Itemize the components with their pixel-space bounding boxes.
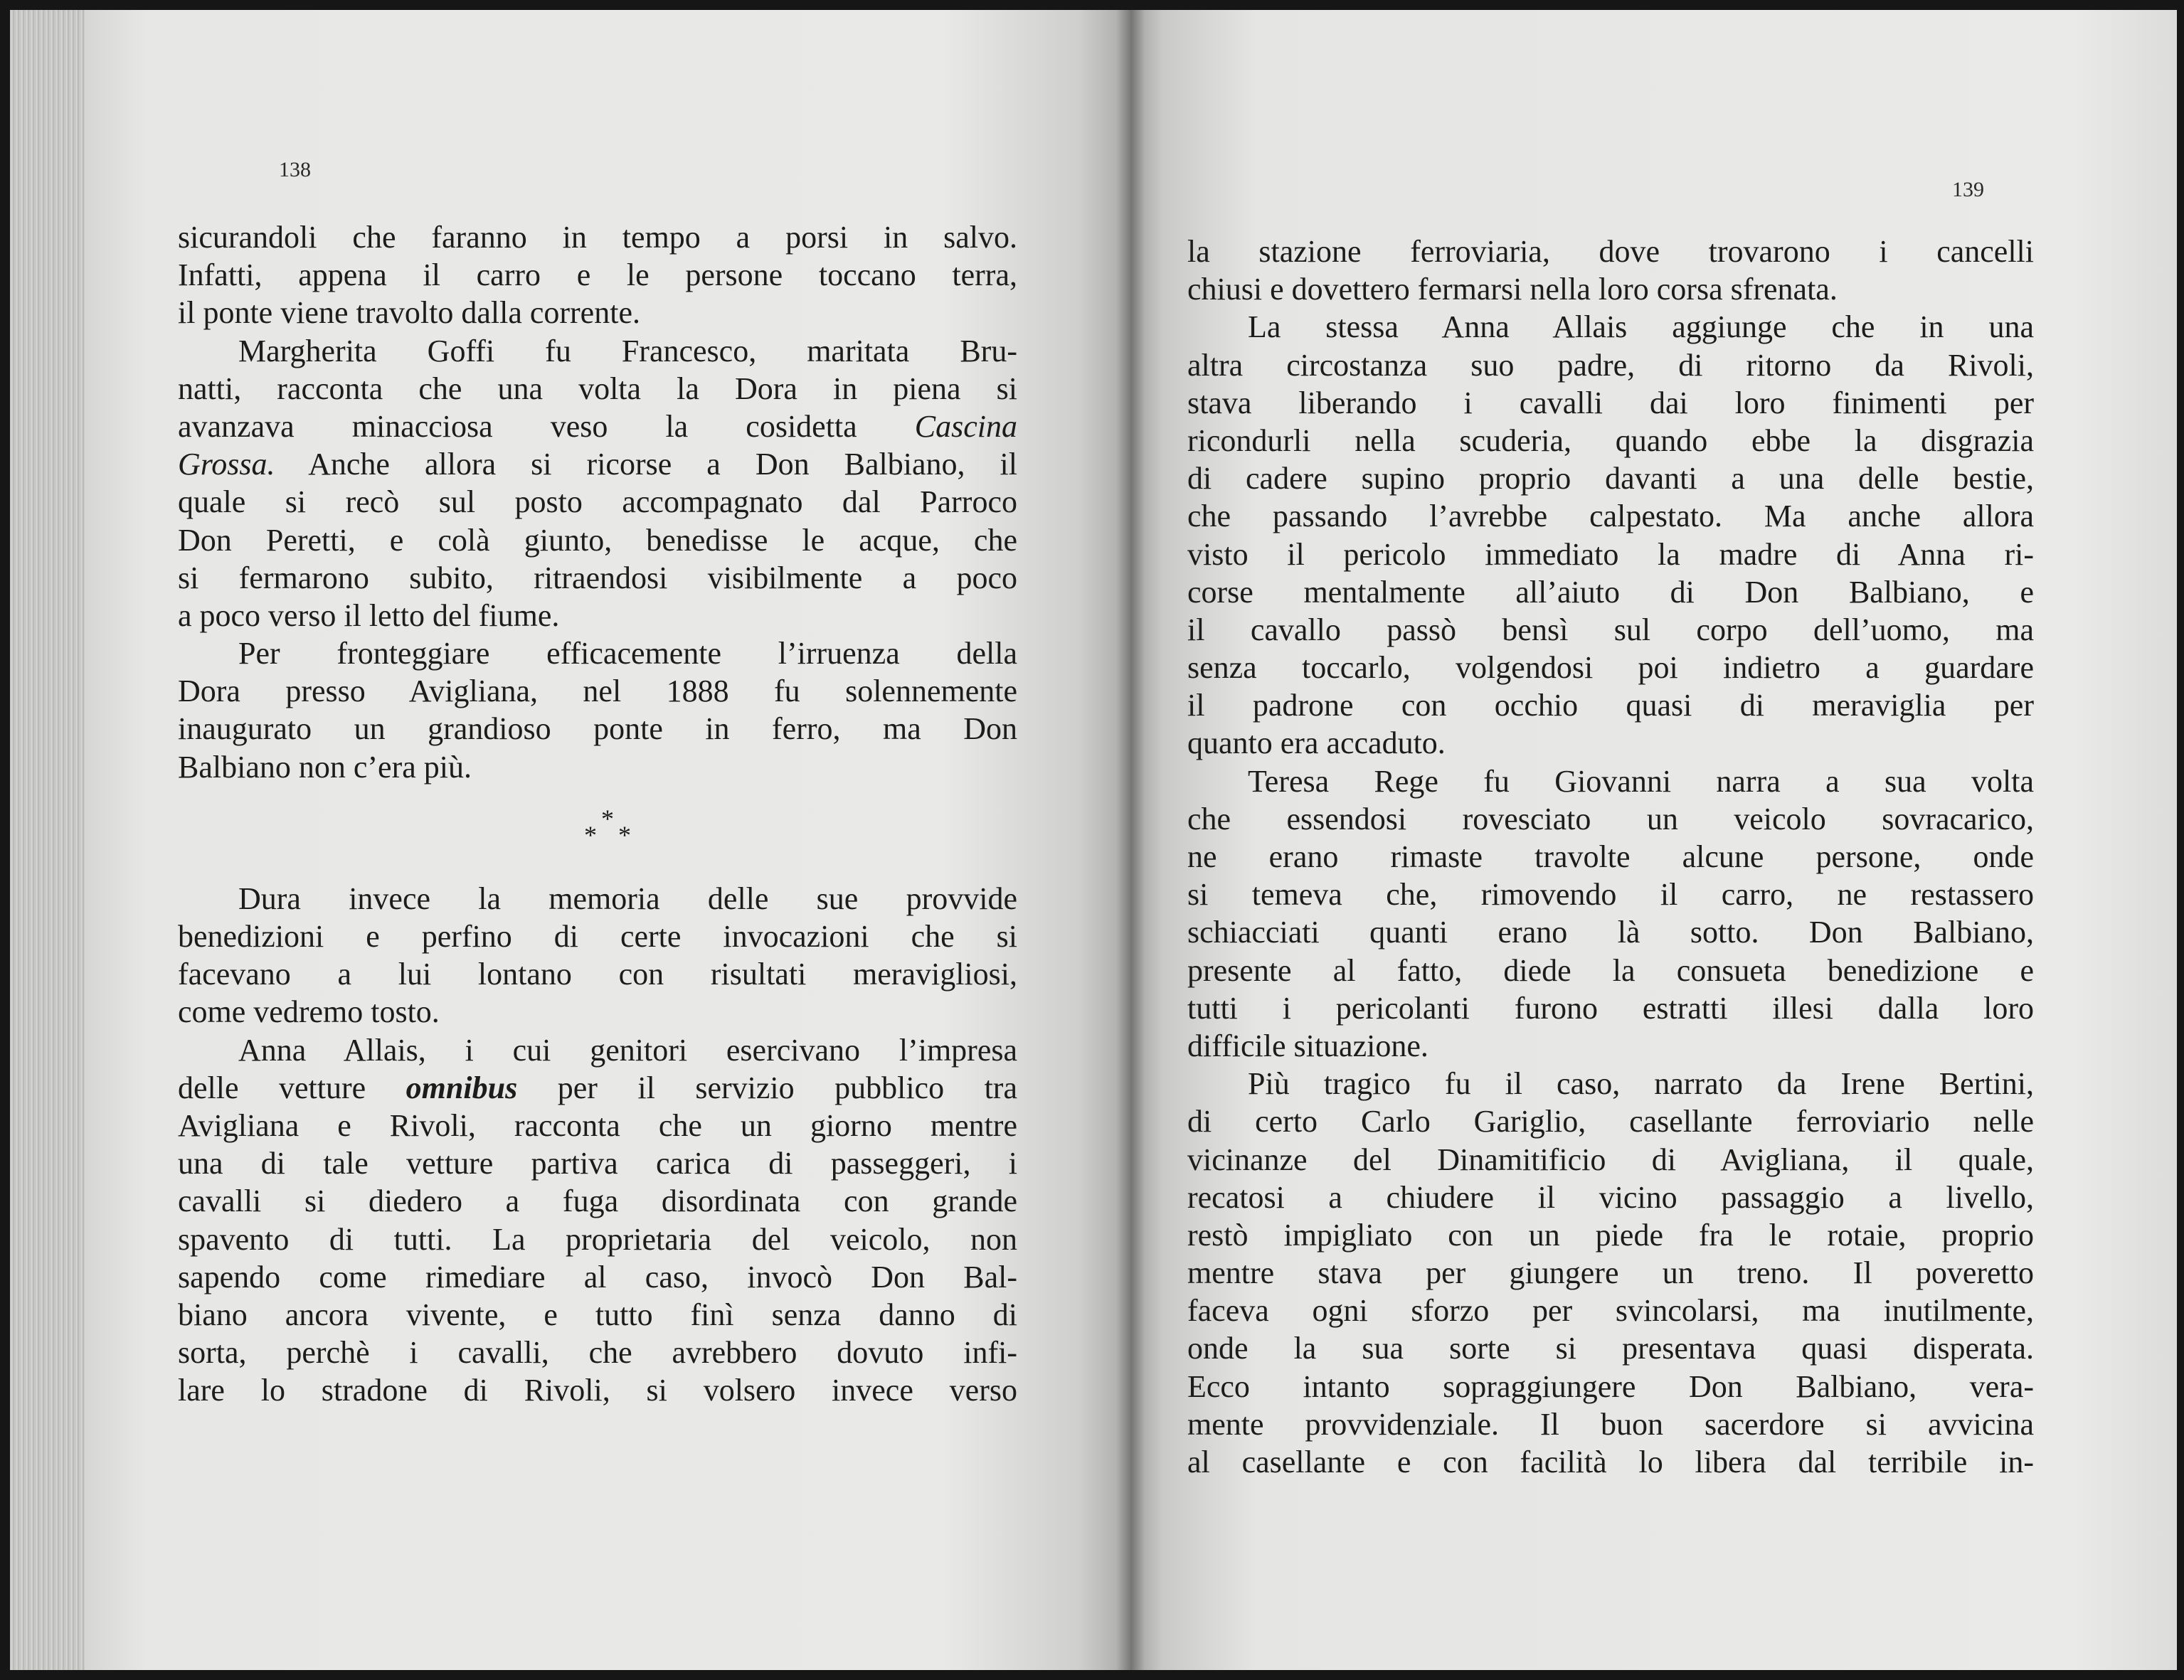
section-break-asterism: [178, 786, 1017, 880]
line-text-part: Anche allora si ricorse a Don Balbiano, il: [275, 447, 1017, 482]
italic-phrase: Grossa.: [178, 447, 275, 482]
text-line: vicinanze del Dinamitificio di Avigliana, il quale,: [1187, 1142, 2034, 1177]
text-line: ricondurli nella scuderia, quando ebbe la disgrazia: [1187, 422, 2034, 458]
page-edges: [10, 10, 85, 1670]
text-line: sicurandoli che faranno in tempo a porsi in salvo.: [178, 220, 1017, 255]
text-line: altra circostanza suo padre, di ritorno da Rivoli,: [1187, 347, 2034, 383]
text-line: sorta, perchè i cavalli, che avrebbero dovuto infi-: [178, 1335, 1017, 1371]
text-line: natti, racconta che una volta la Dora in piena si: [178, 371, 1017, 406]
text-line: cavalli si diedero a fuga disordinata con grande: [178, 1184, 1017, 1219]
text-line: a poco verso il letto del fiume.: [178, 597, 560, 633]
text-line: Avigliana e Rivoli, racconta che un giorno mentre: [178, 1107, 1017, 1143]
text-line: senza toccarlo, volgendosi poi indietro a guardare: [1187, 650, 2034, 686]
text-line: corse mentalmente all’aiuto di Don Balbiano, e: [1187, 574, 2034, 610]
text-line: quale si recò sul posto accompagnato dal Parroco: [178, 484, 1017, 520]
line-text-part: delle vetture: [178, 1070, 406, 1105]
asterism-star-top: *: [601, 804, 614, 833]
text-line: il padrone con occhio quasi di meraviglia per: [1187, 688, 2034, 723]
text-line: mente provvidenziale. Il buon sacerdore si avvicina: [1187, 1406, 2034, 1442]
text-line: Margherita Goffi fu Francesco, maritata Bru-: [238, 333, 1017, 368]
text-line: Balbiano non c’era più.: [178, 749, 472, 785]
text-line: quanto era accaduto.: [1187, 725, 1446, 761]
text-line: al casellante e con facilità lo libera dal terribile in-: [1187, 1445, 2034, 1479]
text-line: lare lo stradone di Rivoli, si volsero invece verso: [178, 1373, 1017, 1408]
text-line: Per fronteggiare efficacemente l’irruenza della: [238, 636, 1017, 671]
right-text-lines: [1187, 233, 2034, 1481]
text-line: Don Peretti, e colà giunto, benedisse le acque, che: [178, 522, 1017, 558]
book-spread: [10, 10, 2177, 1670]
line-text-part: per il servizio pubblico tra: [517, 1070, 1017, 1105]
text-line: Dura invece la memoria delle sue provvide: [238, 881, 1017, 916]
text-line: inaugurato un grandioso ponte in ferro, ma Don: [178, 711, 1017, 747]
text-line: faceva ogni sforzo per svincolarsi, ma inutilmente,: [1187, 1293, 2034, 1329]
text-line: schiacciati quanti erano là sotto. Don Balbiano,: [1187, 915, 2034, 950]
text-line: visto il pericolo immediato la madre di Anna ri-: [1187, 536, 2034, 572]
text-line: spavento di tutti. La proprietaria del veicolo, non: [178, 1221, 1017, 1257]
text-line: La stessa Anna Allais aggiunge che in una: [1248, 309, 2034, 345]
line-text-part: avanzava minacciosa veso la cosidetta: [178, 408, 915, 444]
text-line: biano ancora vivente, e tutto finì senza danno di: [178, 1297, 1017, 1332]
text-line: si temeva che, rimovendo il carro, ne restassero: [1187, 877, 2034, 913]
italic-phrase: Cascina: [914, 408, 1017, 444]
text-line: come vedremo tosto.: [178, 994, 440, 1030]
text-line: Dora presso Avigliana, nel 1888 fu solennemente: [178, 674, 1017, 709]
text-line: facevano a lui lontano con risultati meravigliosi,: [178, 957, 1017, 992]
text-line: Anna Allais, i cui genitori esercivano l’impresa: [238, 1032, 1017, 1068]
text-line: ne erano rimaste travolte alcune persone, onde: [1187, 839, 2034, 874]
text-line: tutti i pericolanti furono estratti illesi dalla loro: [1187, 990, 2034, 1026]
text-line: chiusi e dovettero fermarsi nella loro corsa sfrenata.: [1187, 272, 1838, 307]
right-page-text: [1187, 233, 2034, 1481]
text-line: si fermarono subito, ritraendosi visibilmente a poco: [178, 560, 1017, 595]
text-line: che essendosi rovesciato un veicolo sovracarico,: [1187, 801, 2034, 836]
text-line: Teresa Rege fu Giovanni narra a sua volta: [1248, 763, 2034, 799]
book-gutter: [1116, 10, 1145, 1670]
text-line: il ponte viene travolto dalla corrente.: [178, 295, 640, 331]
text-line: di certo Carlo Gariglio, casellante ferroviario nelle: [1187, 1104, 2034, 1139]
text-line: [178, 408, 1017, 445]
left-page-text: [178, 218, 1017, 1409]
text-line: una di tale vetture partiva carica di passeggeri, i: [178, 1146, 1017, 1181]
bold-italic-phrase: omnibus: [405, 1070, 518, 1105]
text-line: che passando l’avrebbe calpestato. Ma anche allora: [1187, 499, 2034, 534]
text-line: onde la sua sorte si presentava quasi disperata.: [1187, 1331, 2034, 1366]
asterism-star-left: *: [584, 820, 597, 849]
text-line: recatosi a chiudere il vicino passaggio a livello,: [1187, 1179, 2034, 1215]
text-line: la stazione ferroviaria, dove trovarono i cancelli: [1187, 234, 2034, 269]
text-line: restò impigliato con un piede fra le rotaie, proprio: [1187, 1217, 2034, 1253]
text-line: presente al fatto, diede la consueta benedizione e: [1187, 952, 2034, 988]
text-line: [178, 445, 1017, 483]
text-line: Più tragico fu il caso, narrato da Irene Bertini,: [1248, 1066, 2034, 1102]
text-line: Infatti, appena il carro e le persone toccano terra,: [178, 257, 1017, 293]
text-line: il cavallo passò bensì sul corpo dell’uomo, ma: [1187, 612, 2034, 647]
text-line: Ecco intanto sopraggiungere Don Balbiano, vera-: [1187, 1368, 2034, 1404]
asterism-star-right: *: [618, 820, 631, 849]
text-line: mentre stava per giungere un treno. Il poveretto: [1187, 1255, 2034, 1291]
text-line: [178, 1069, 1017, 1107]
text-line: benedizioni e perfino di certe invocazioni che si: [178, 919, 1017, 954]
left-text-before-break: [178, 218, 1017, 786]
text-line: di cadere supino proprio davanti a una delle bestie,: [1187, 461, 2034, 496]
text-line: stava liberando i cavalli dai loro finimenti per: [1187, 385, 2034, 420]
text-line: sapendo come rimediare al caso, invocò Don Bal-: [178, 1259, 1017, 1294]
left-text-after-break: [178, 880, 1017, 1410]
text-line: difficile situazione.: [1187, 1028, 1428, 1063]
left-page-number: 138: [279, 158, 311, 181]
right-page-number: 139: [1952, 178, 1984, 201]
